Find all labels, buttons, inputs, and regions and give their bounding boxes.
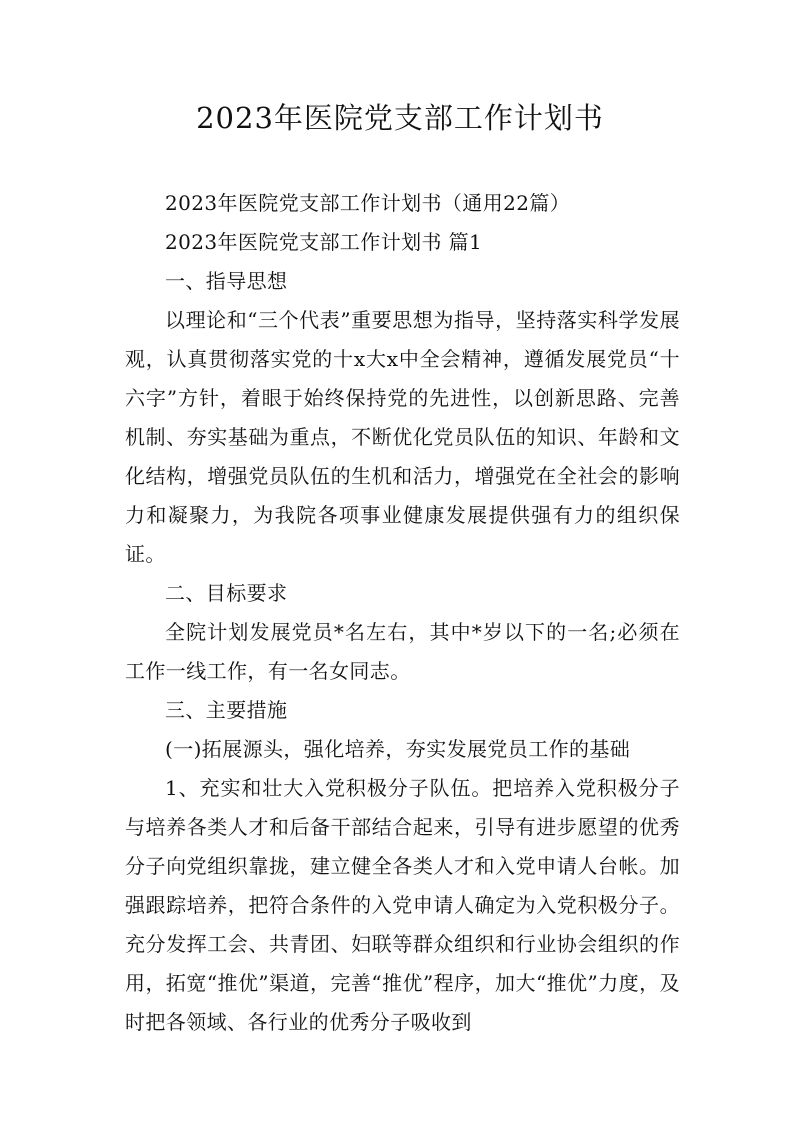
paragraph-heading-guiding-ideology: 一、指导思想 [165, 269, 288, 293]
paragraph-goals: 全院计划发展党员*名左右，其中*岁以下的一名;必须在工作一线工作，有一名女同志。 [125, 620, 680, 683]
document-title: 2023年医院党支部工作计划书 [196, 101, 604, 135]
paragraph-subheading-1: (一)拓展源头，强化培养，夯实发展党员工作的基础 [165, 737, 631, 761]
paragraph-heading-measures: 三、主要措施 [165, 698, 288, 722]
paragraph-measure-1: 1、充实和壮大入党积极分子队伍。把培养入党积极分子与培养各类人才和后备干部结合起来，引导有进步愿望的优秀分子向党组织靠拢，建立健全各类人才和入党申请人台帐。加强跟踪培养，把符合条件的入党申请人确定为入党积极分子。充分发挥工会、共青团、妇联等群众组织和行业协会组织的作用，拓宽“推优”渠道，完善“推优”程序，加大“推优”力度，及时把各领域、各行业的优秀分子吸收到 [125, 776, 680, 1034]
paragraph-guiding-ideology: 以理论和“三个代表”重要思想为指导，坚持落实科学发展观，认真贯彻落实党的十x大x中全会精神，遵循发展党员“十六字”方针，着眼于始终保持党的先进性，以创新思路、完善机制、夯实基础为重点，不断优化党员队伍的知识、年龄和文化结构，增强党员队伍的生机和活力，增强党在全社会的影响力和凝聚力，为我院各项事业健康发展提供强有力的组织保证。 [125, 308, 680, 566]
paragraph-heading-goals: 二、目标要求 [165, 581, 288, 605]
paragraph-section-heading: 2023年医院党支部工作计划书 篇1 [165, 230, 483, 254]
document-body [125, 184, 680, 1042]
paragraph-subtitle: 2023年医院党支部工作计划书（通用22篇） [165, 191, 571, 215]
